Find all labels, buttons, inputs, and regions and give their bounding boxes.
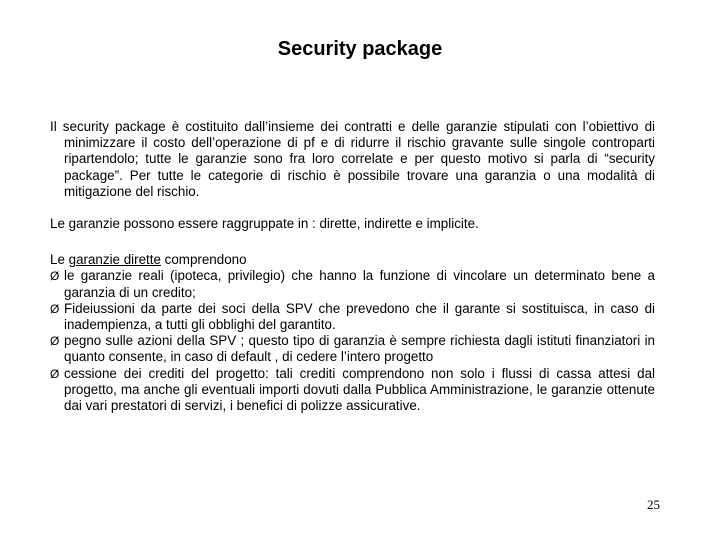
direct-guarantees-heading	[50, 252, 655, 268]
intro-paragraph: Il security package è costituito dall’insieme dei contratti e delle garanzie stipulati con l’obiettivo di minimizzare il costo dell’operazione di pf e di ridurre il rischio gravante sulle singole controparti ripartendolo; tutte le garanzie sono fra loro correlate e per questo motivo si parla di “security package”. Per tutte le categorie di rischio è possibile trovare una garanzia o una modalità di mitigazione del rischio.	[50, 119, 655, 199]
bullet-text: le garanzie reali (ipoteca, privilegio) che hanno la funzione di vincolare un determinato bene a garanzia di un credito;	[64, 268, 655, 300]
page-number: 25	[647, 497, 660, 512]
spacer	[50, 232, 655, 252]
list-item	[50, 366, 655, 415]
direct-guarantees-term: garanzie dirette	[68, 252, 161, 268]
slide-body	[50, 119, 655, 414]
bullet-text: Fideiussioni da parte dei soci della SPV che prevedono che il garante si sostituisca, in caso di inadempienza, a tutti gli obblighi del garantito.	[64, 300, 655, 333]
slide-title: Security package	[277, 38, 443, 60]
arrow-bullet-icon: Ø	[50, 366, 60, 381]
arrow-bullet-icon: Ø	[50, 269, 60, 284]
list-item	[50, 301, 655, 333]
list-item	[50, 268, 655, 300]
spacer	[50, 200, 655, 216]
arrow-bullet-icon: Ø	[50, 334, 60, 349]
bullet-text: cessione dei crediti del progetto: tali crediti comprendono non solo i flussi di cassa attesi dal progetto, ma anche gli eventuali importi dovuti dalla Pubblica Amministrazione, le garanzie ottenute dai vari prestatori di servizi, i benefici di polizze assicurative.	[64, 365, 655, 414]
direct-prefix: Le	[50, 252, 69, 268]
arrow-bullet-icon: Ø	[50, 301, 60, 316]
direct-suffix: comprendono	[160, 252, 247, 268]
grouping-paragraph: Le garanzie possono essere raggruppate in : dirette, indirette e implicite.	[50, 216, 479, 232]
bullet-text: pegno sulle azioni della SPV ; questo tipo di garanzia è sempre richiesta dagli istituti finanziatori in quanto consente, in caso di default , di cedere l’intero progetto	[64, 333, 655, 365]
list-item	[50, 333, 655, 365]
